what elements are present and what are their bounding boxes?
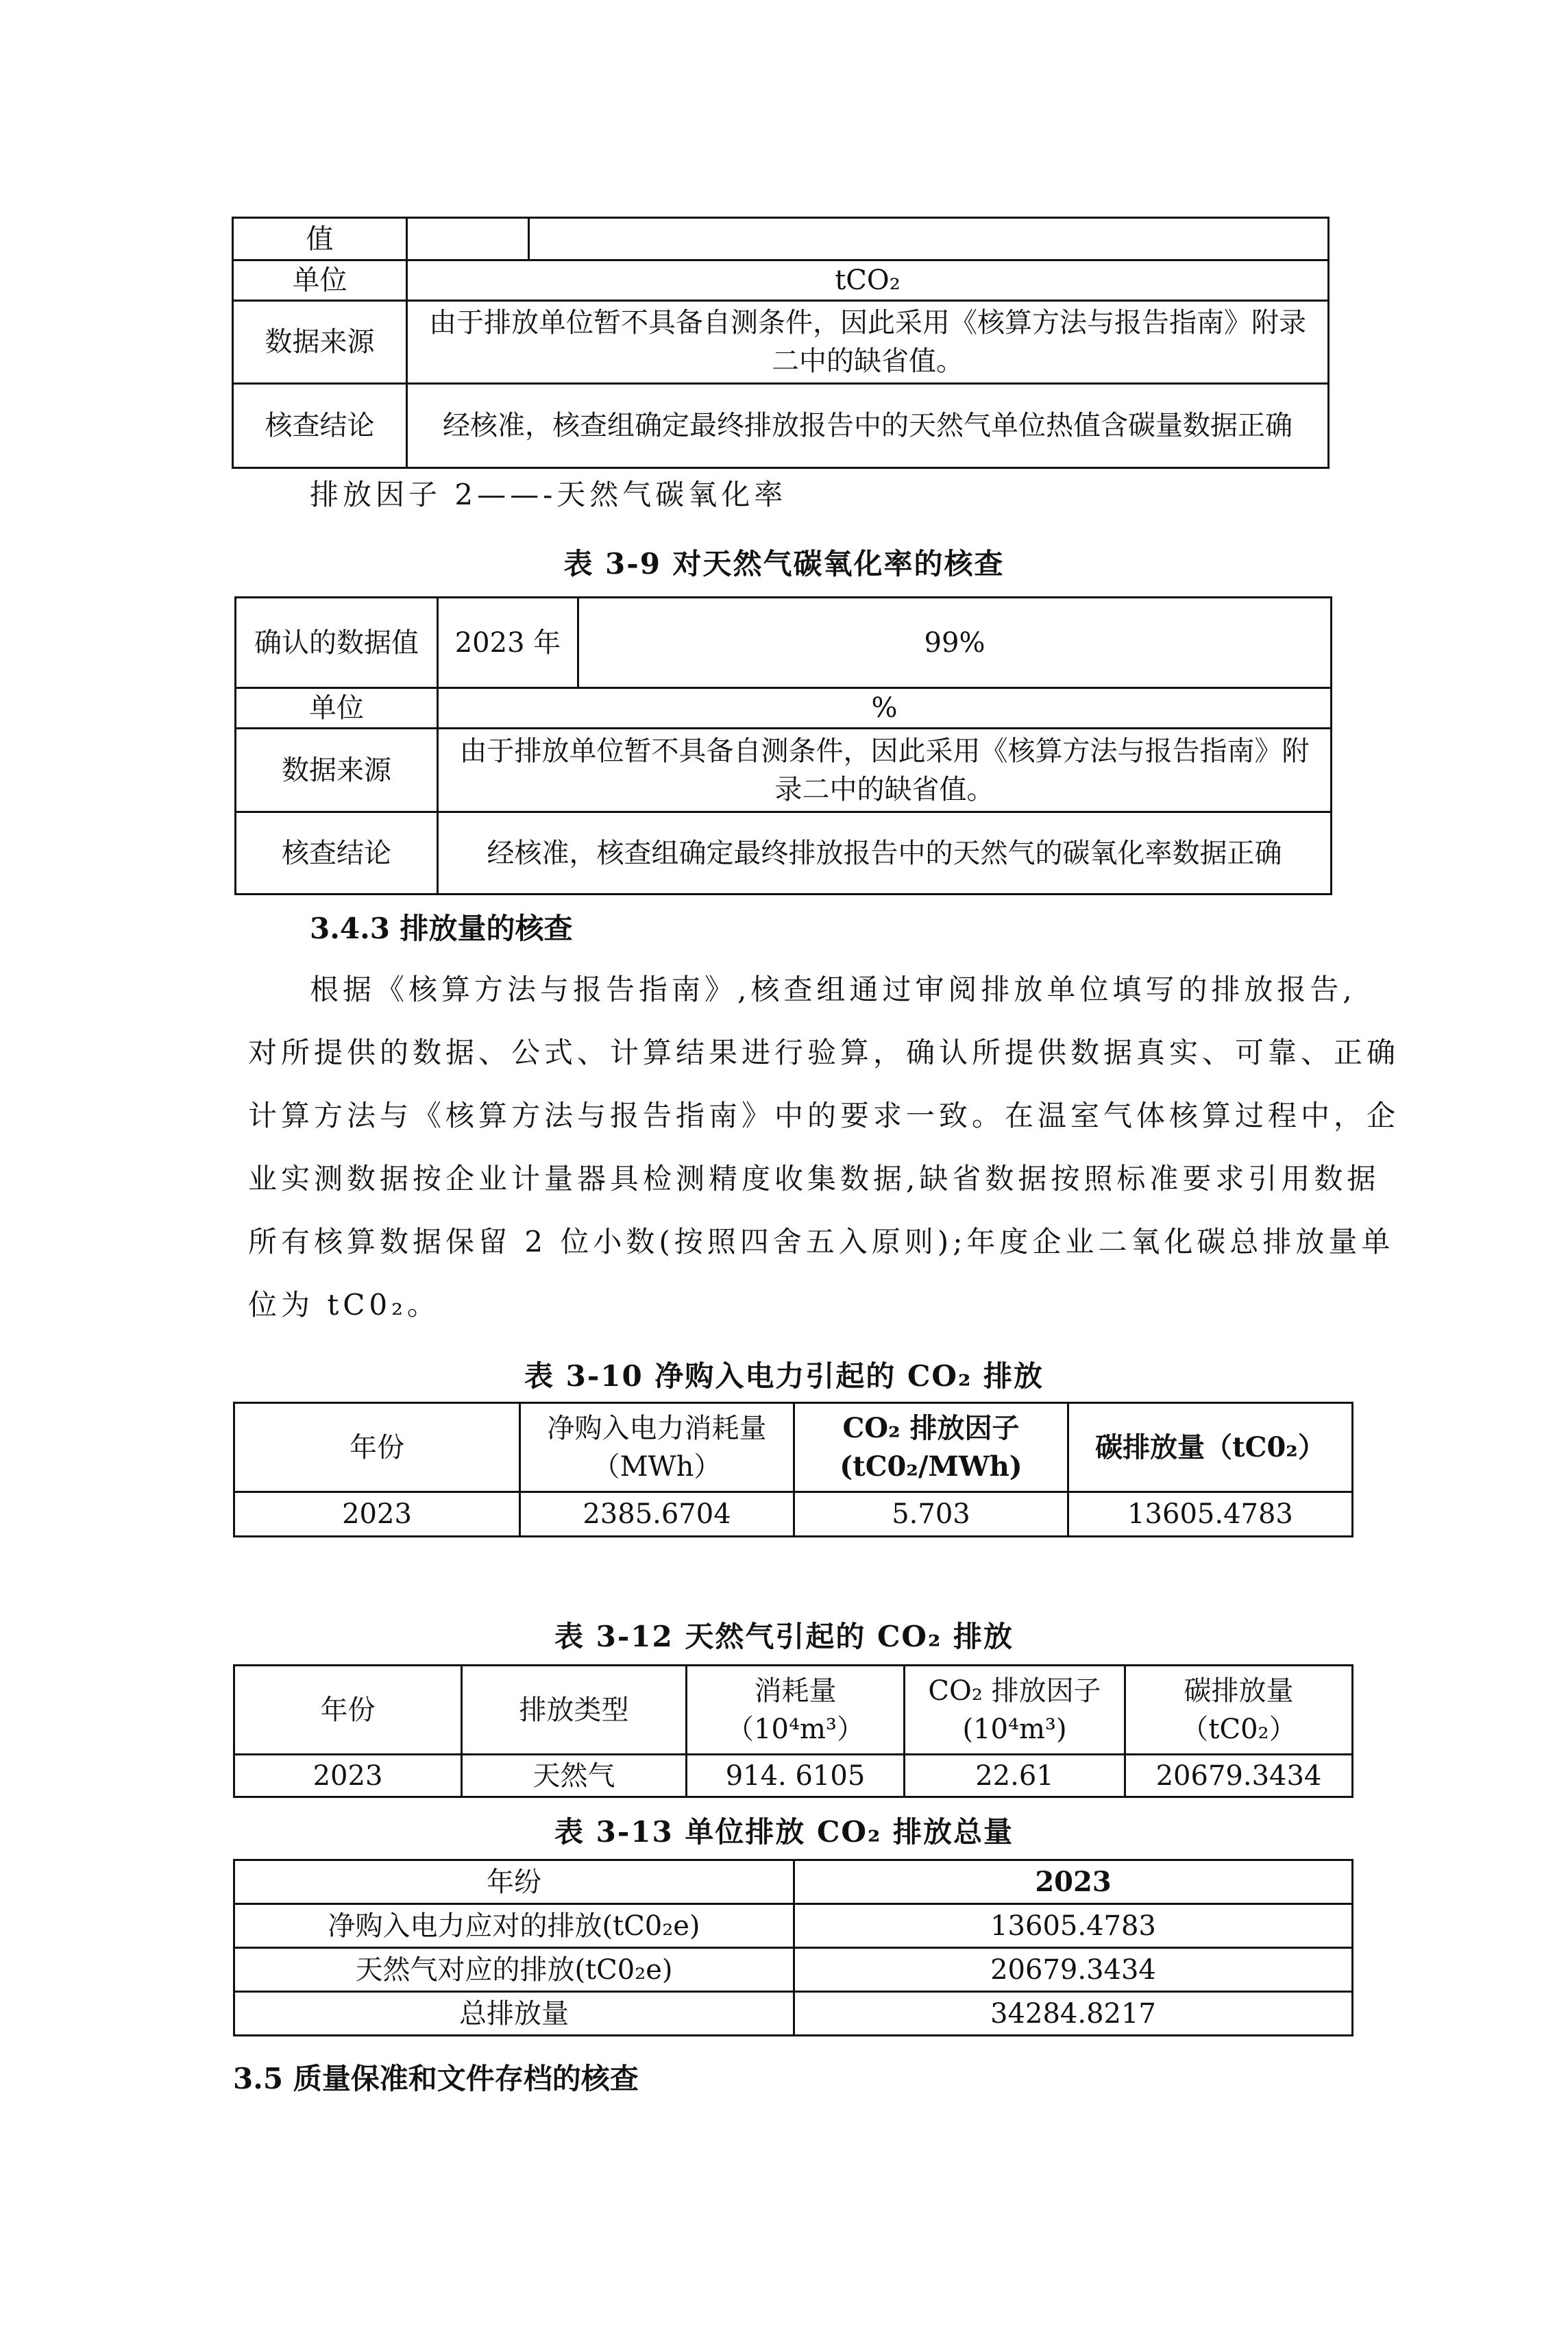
year-cell: 2023 xyxy=(234,1492,520,1537)
table-row xyxy=(236,812,1332,895)
table-row xyxy=(234,1948,1353,1992)
value-cell: 99% xyxy=(578,598,1332,688)
value-cell: 13605.4783 xyxy=(794,1904,1353,1948)
value-cell: 34284.8217 xyxy=(794,1992,1353,2036)
table-row xyxy=(233,218,1329,260)
row-label: 确认的数据值 xyxy=(236,598,438,688)
column-header: CO₂ 排放因子 (tC0₂/MWh) xyxy=(794,1403,1068,1492)
row-label: 数据来源 xyxy=(236,729,438,812)
column-header: 碳排放量（tC0₂） xyxy=(1068,1403,1353,1492)
year-cell: 2023 年 xyxy=(438,598,578,688)
table-row xyxy=(234,1755,1353,1797)
conclusion-cell: 经核准，核查组确定最终排放报告中的天然气单位热值含碳量数据正确 xyxy=(407,384,1329,468)
table-row xyxy=(234,1992,1353,2036)
table-row xyxy=(236,688,1332,729)
emission-cell: 13605.4783 xyxy=(1068,1492,1353,1537)
table-header-row xyxy=(234,1403,1353,1492)
column-header: 年份 xyxy=(234,1666,462,1755)
table-row xyxy=(233,301,1329,384)
table-3-12 xyxy=(233,1664,1353,1798)
data-source-cell: 由于排放单位暂不具备自测条件，因此采用《核算方法与报告指南》附录二中的缺省值。 xyxy=(407,301,1329,384)
table-header-row xyxy=(234,1666,1353,1755)
column-header: 消耗量（10⁴m³） xyxy=(687,1666,905,1755)
emission-cell: 20679.3434 xyxy=(1125,1755,1353,1797)
row-label: 值 xyxy=(233,218,407,260)
table-row xyxy=(236,729,1332,812)
table-3-13 xyxy=(233,1859,1353,2036)
body-line: 业实测数据按企业计量器具检测精度收集数据,缺省数据按照标准要求引用数据 xyxy=(248,1162,1380,1195)
body-line: 位为 tC0₂。 xyxy=(248,1288,440,1322)
body-line: 根据《核算方法与报告指南》,核查组通过审阅排放单位填写的排放报告, xyxy=(310,973,1356,1006)
data-source-cell: 由于排放单位暂不具备自测条件，因此采用《核算方法与报告指南》附录二中的缺省值。 xyxy=(438,729,1332,812)
body-line: 对所提供的数据、公式、计算结果进行验算，确认所提供数据真实、可靠、正确 xyxy=(248,1036,1400,1069)
emission-type-cell: 天然气 xyxy=(462,1755,687,1797)
column-header: 年份 xyxy=(234,1403,520,1492)
factor-cell: 22.61 xyxy=(905,1755,1125,1797)
section-3-5-heading: 3.5 质量保准和文件存档的核查 xyxy=(233,2062,639,2095)
table-3-13-caption: 表 3-13 单位排放 CO₂ 排放总量 xyxy=(554,1815,1014,1849)
table-row xyxy=(236,598,1332,688)
unit-cell: % xyxy=(438,688,1332,729)
value-cell xyxy=(529,218,1329,260)
column-header: 净购入电力消耗量（MWh） xyxy=(520,1403,794,1492)
row-label: 净购入电力应对的排放(tC0₂e) xyxy=(234,1904,794,1948)
table-row xyxy=(234,1904,1353,1948)
year-cell xyxy=(407,218,529,260)
row-label: 单位 xyxy=(236,688,438,729)
conclusion-cell: 经核准，核查组确定最终排放报告中的天然气的碳氧化率数据正确 xyxy=(438,812,1332,895)
unit-cell: tCO₂ xyxy=(407,260,1329,301)
consumption-cell: 914. 6105 xyxy=(687,1755,905,1797)
row-label: 核查结论 xyxy=(236,812,438,895)
value-cell: 20679.3434 xyxy=(794,1948,1353,1992)
table-row xyxy=(234,1492,1353,1537)
table-header-row xyxy=(234,1860,1353,1904)
body-line: 计算方法与《核算方法与报告指南》中的要求一致。在温室气体核算过程中，企 xyxy=(248,1099,1400,1132)
continued-verification-table xyxy=(232,217,1330,469)
table-3-10 xyxy=(233,1402,1353,1537)
column-header: 2023 xyxy=(794,1860,1353,1904)
column-header: 碳排放量（tC0₂） xyxy=(1125,1666,1353,1755)
body-line: 所有核算数据保留 2 位小数(按照四舍五入原则);年度企业二氧化碳总排放量单 xyxy=(248,1225,1395,1258)
column-header: CO₂ 排放因子 (10⁴m³) xyxy=(905,1666,1125,1755)
row-label: 总排放量 xyxy=(234,1992,794,2036)
year-cell: 2023 xyxy=(234,1755,462,1797)
column-header: 年纷 xyxy=(234,1860,794,1904)
table-3-9 xyxy=(234,596,1332,895)
table-3-9-caption: 表 3-9 对天然气碳氧化率的核查 xyxy=(563,547,1005,581)
section-3-4-3-heading: 3.4.3 排放量的核查 xyxy=(310,912,573,945)
consumption-cell: 2385.6704 xyxy=(520,1492,794,1537)
table-row xyxy=(233,260,1329,301)
row-label: 数据来源 xyxy=(233,301,407,384)
factor2-label: 排放因子 2——-天然气碳氧化率 xyxy=(310,478,787,511)
row-label: 核查结论 xyxy=(233,384,407,468)
table-3-10-caption: 表 3-10 净购入电力引起的 CO₂ 排放 xyxy=(524,1359,1044,1393)
row-label: 单位 xyxy=(233,260,407,301)
row-label: 天然气对应的排放(tC0₂e) xyxy=(234,1948,794,1992)
factor-cell: 5.703 xyxy=(794,1492,1068,1537)
table-row xyxy=(233,384,1329,468)
table-3-12-caption: 表 3-12 天然气引起的 CO₂ 排放 xyxy=(554,1620,1014,1653)
column-header: 排放类型 xyxy=(462,1666,687,1755)
